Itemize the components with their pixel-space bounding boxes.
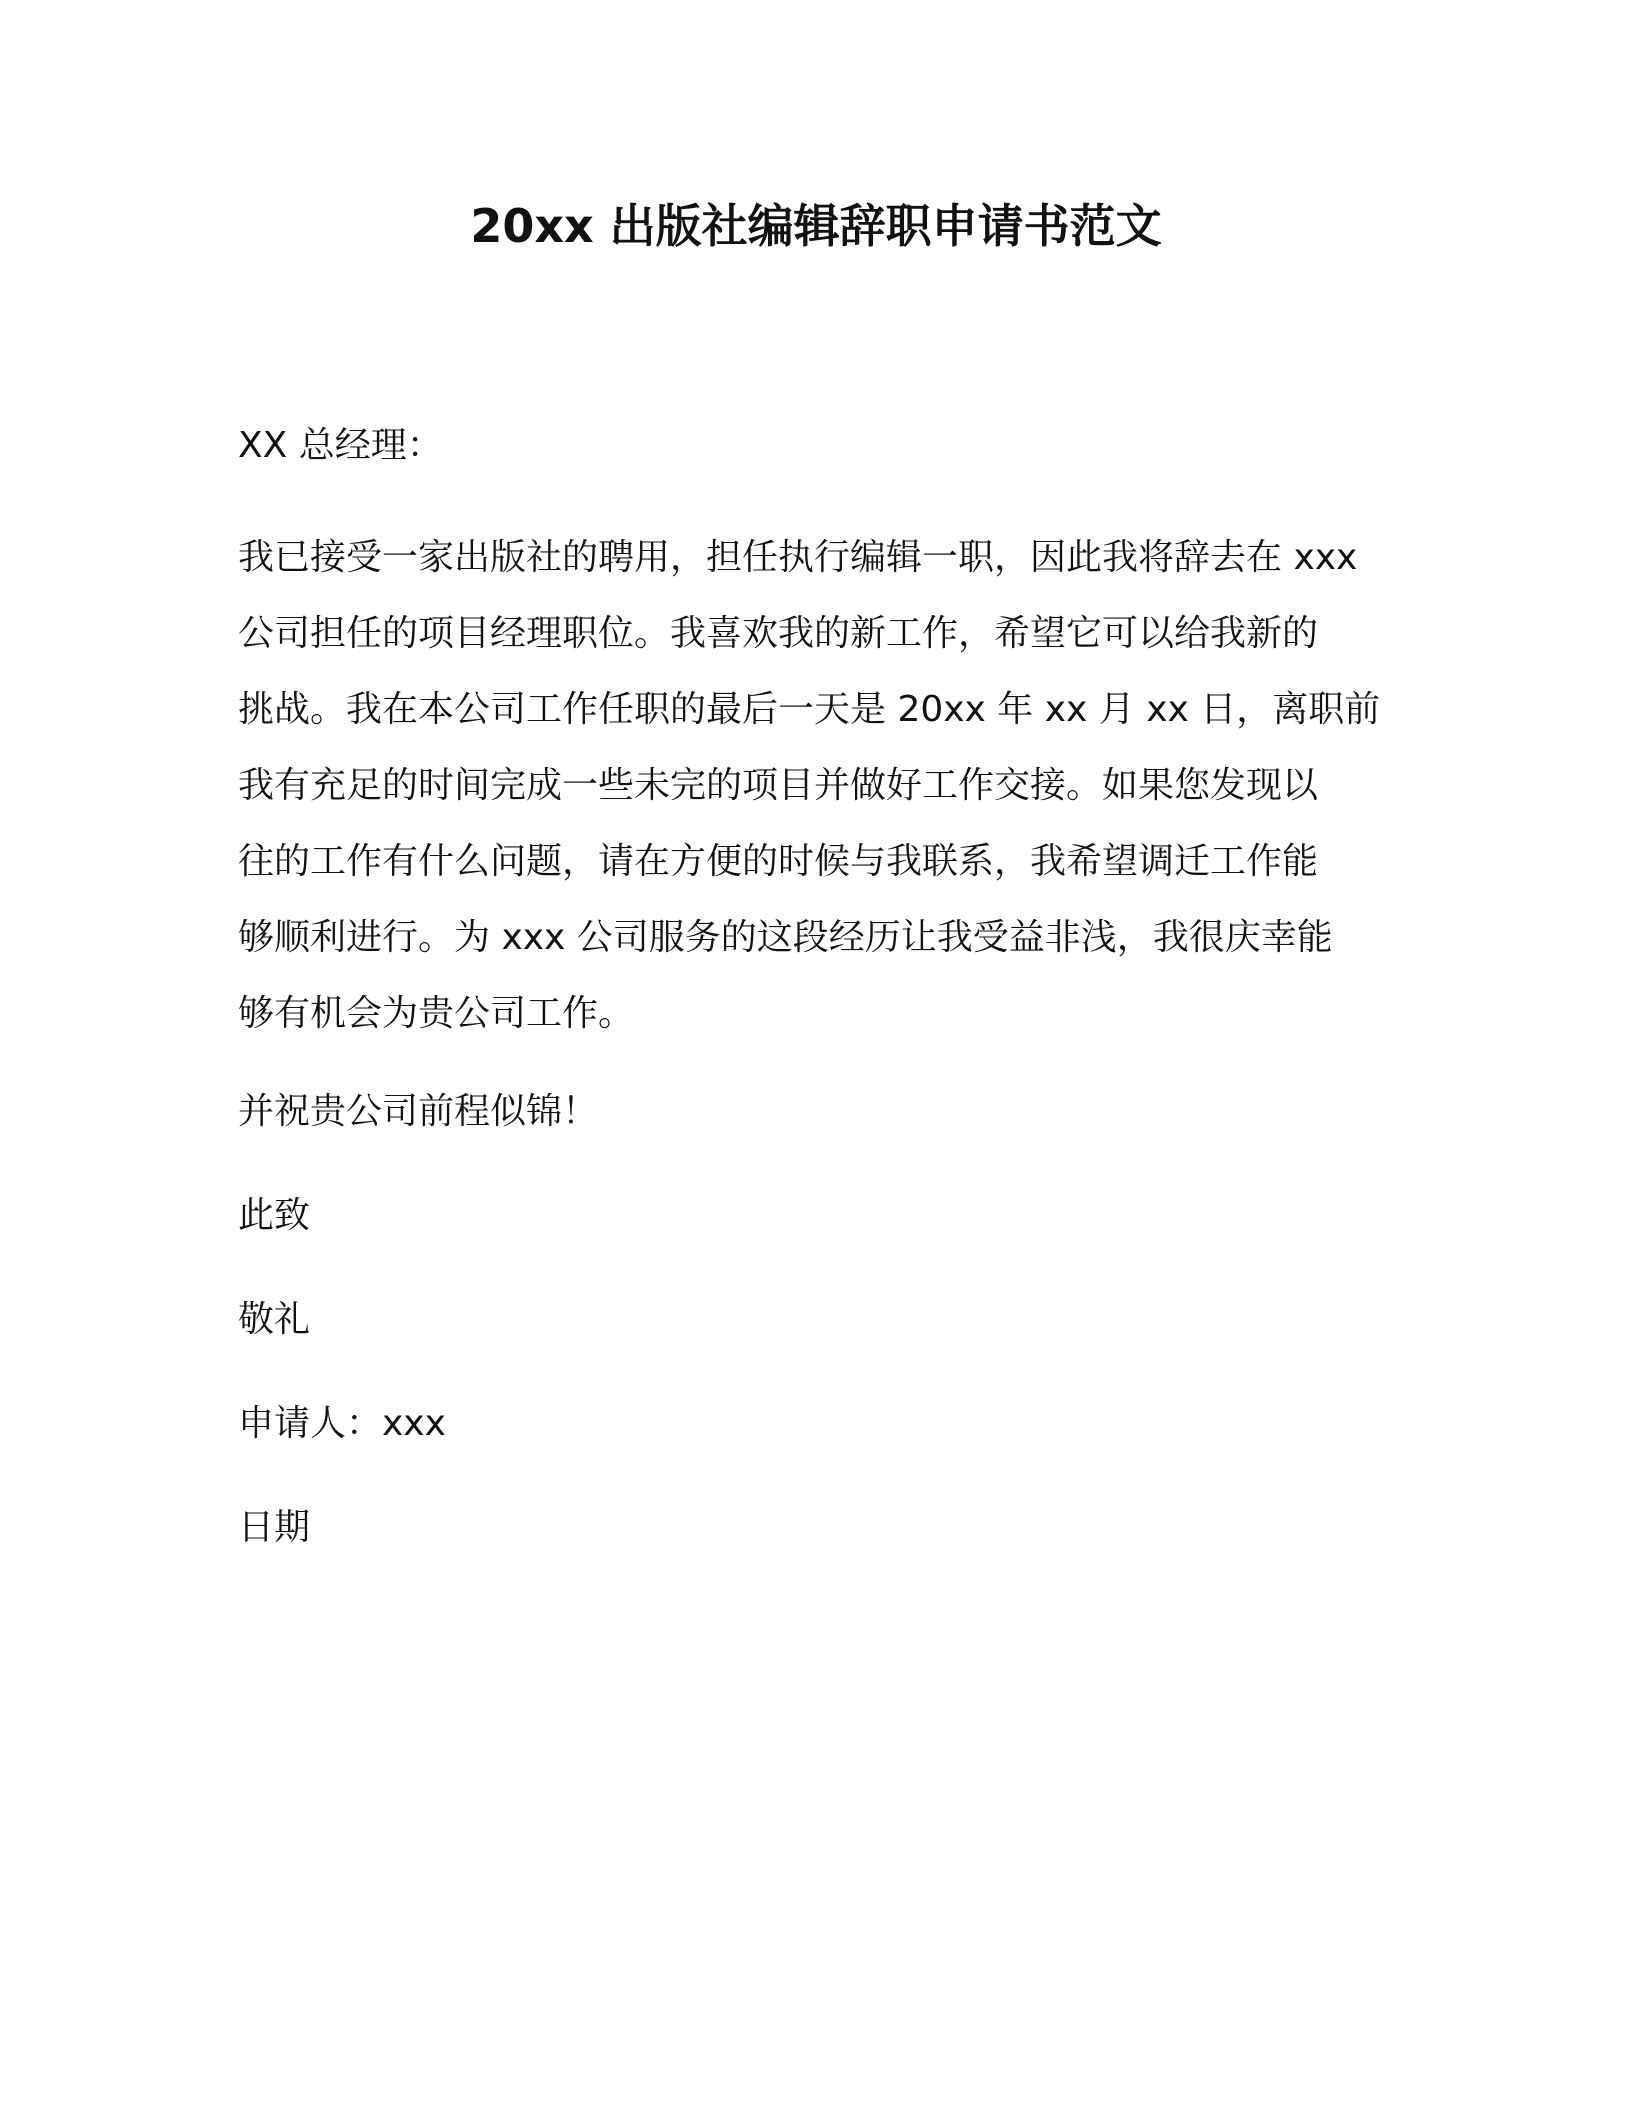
ci-zhi: 此致 [238, 1195, 311, 1236]
body-line: 往的工作有什么问题，请在方便的时候与我联系，我希望调迁工作能 [238, 841, 1319, 882]
jing-li: 敬礼 [238, 1299, 311, 1340]
body-paragraph [238, 520, 1398, 1052]
applicant-signature: 申请人：xxx [238, 1403, 446, 1444]
date-line: 日期 [238, 1507, 311, 1548]
closing-wish: 并祝贵公司前程似锦！ [238, 1091, 599, 1132]
salutation: XX 总经理： [238, 425, 443, 466]
body-line: 够有机会为贵公司工作。 [238, 993, 635, 1034]
document-title: 20xx 出版社编辑辞职申请书范文 [470, 199, 1162, 253]
body-line: 挑战。我在本公司工作任职的最后一天是 20xx 年 xx 月 xx 日，离职前 [238, 689, 1381, 730]
body-line: 公司担任的项目经理职位。我喜欢我的新工作，希望它可以给我新的 [238, 613, 1319, 654]
body-line: 够顺利进行。为 xxx 公司服务的这段经历让我受益非浅，我很庆幸能 [238, 917, 1333, 958]
body-line: 我有充足的时间完成一些未完的项目并做好工作交接。如果您发现以 [238, 765, 1319, 806]
body-line: 我已接受一家出版社的聘用，担任执行编辑一职，因此我将辞去在 xxx [238, 537, 1358, 578]
